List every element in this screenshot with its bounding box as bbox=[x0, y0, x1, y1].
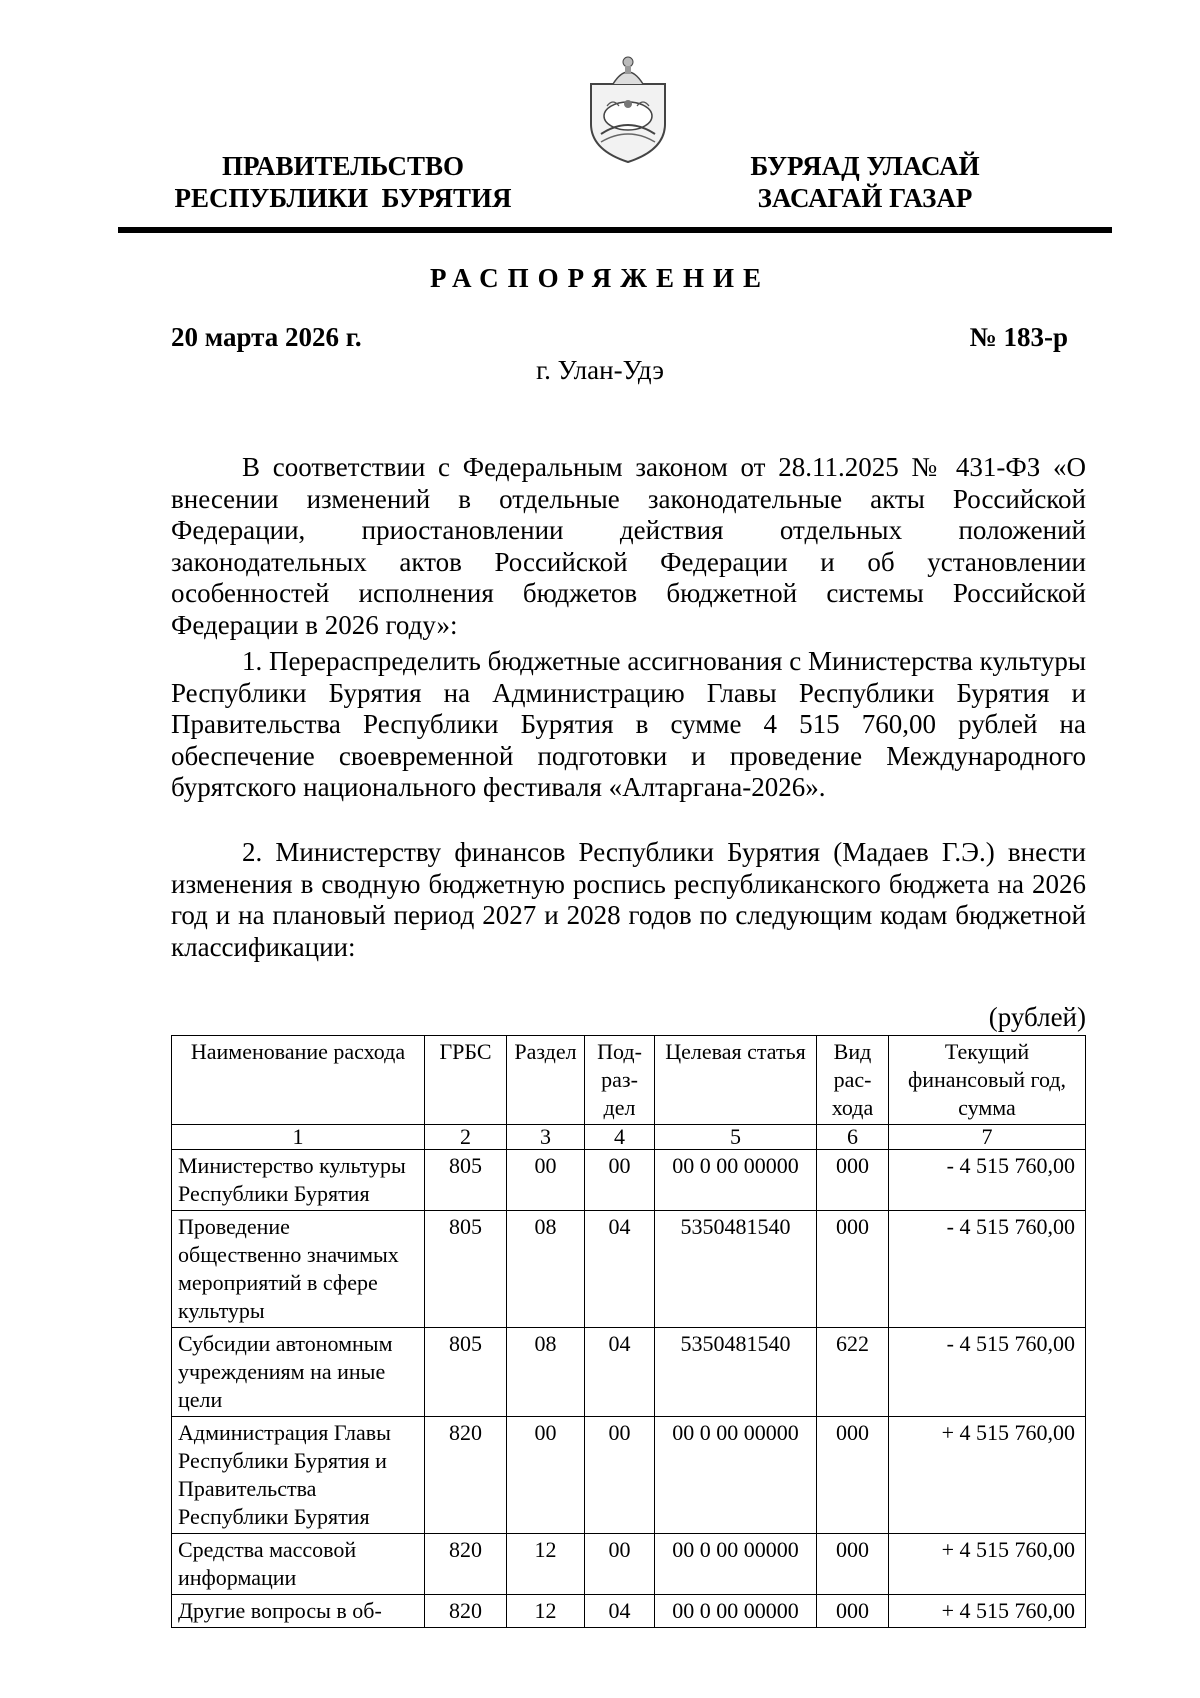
subsection-cell: 04 bbox=[585, 1328, 655, 1417]
subsection-cell: 00 bbox=[585, 1417, 655, 1534]
target-article-cell: 5350481540 bbox=[655, 1211, 817, 1328]
amount-cell: - 4 515 760,00 bbox=[889, 1150, 1086, 1211]
table-row bbox=[172, 1595, 1086, 1628]
table-row bbox=[172, 1417, 1086, 1534]
expense-type-cell: 622 bbox=[817, 1328, 889, 1417]
column-header: Текущий финансовый год, сумма bbox=[889, 1036, 1086, 1125]
expense-name-cell: Субсидии автономным учреждениям на иные цели bbox=[172, 1328, 425, 1417]
column-number: 6 bbox=[817, 1125, 889, 1150]
subsection-cell: 00 bbox=[585, 1534, 655, 1595]
budget-table bbox=[171, 1035, 1086, 1628]
expense-name-cell: Администрация Главы Республики Бурятия и Правительства Республики Бурятия bbox=[172, 1417, 425, 1534]
target-article-cell: 00 0 00 00000 bbox=[655, 1150, 817, 1211]
section-cell: 12 bbox=[507, 1595, 585, 1628]
expense-name-cell: Проведение общественно значимых мероприятий в сфере культуры bbox=[172, 1211, 425, 1328]
amount-cell: + 4 515 760,00 bbox=[889, 1417, 1086, 1534]
target-article-cell: 00 0 00 00000 bbox=[655, 1595, 817, 1628]
column-header: Наименование расхода bbox=[172, 1036, 425, 1125]
section-cell: 08 bbox=[507, 1328, 585, 1417]
expense-type-cell: 000 bbox=[817, 1534, 889, 1595]
grbs-cell: 805 bbox=[425, 1150, 507, 1211]
column-header: Целевая статья bbox=[655, 1036, 817, 1125]
grbs-cell: 805 bbox=[425, 1328, 507, 1417]
expense-type-cell: 000 bbox=[817, 1595, 889, 1628]
item-2-paragraph: 2. Министерству финансов Республики Бурятия (Мадаев Г.Э.) внести изменения в сводную бюджетную роспись республиканского бюджета на 2026 год и на плановый период 2027 и 2028 годов по следующим кодам бюджетной классификации: bbox=[171, 837, 1086, 962]
preamble-paragraph: В соответствии с Федеральным законом от 28.11.2025 № 431-ФЗ «О внесении изменений в отдельные законодательные акты Российской Федерации, приостановлении действия отдельных положений законодательных актов Российской Федерации и об установлении особенностей исполнения бюджетов бюджетной системы Российской Федерации в 2026 году»: bbox=[171, 452, 1086, 640]
column-number: 4 bbox=[585, 1125, 655, 1150]
document-date: 20 марта 2026 г. bbox=[171, 322, 362, 352]
section-cell: 00 bbox=[507, 1150, 585, 1211]
subsection-cell: 00 bbox=[585, 1150, 655, 1211]
header-left-line1: ПРАВИТЕЛЬСТВО bbox=[221, 151, 465, 181]
target-article-cell: 00 0 00 00000 bbox=[655, 1534, 817, 1595]
header-right bbox=[705, 150, 1025, 214]
expense-name-cell: Другие вопросы в об- bbox=[172, 1595, 425, 1628]
target-article-cell: 00 0 00 00000 bbox=[655, 1417, 817, 1534]
document-city: г. Улан-Удэ bbox=[536, 355, 664, 385]
expense-type-cell: 000 bbox=[817, 1417, 889, 1534]
grbs-cell: 805 bbox=[425, 1211, 507, 1328]
section-cell: 00 bbox=[507, 1417, 585, 1534]
section-cell: 08 bbox=[507, 1211, 585, 1328]
subsection-cell: 04 bbox=[585, 1211, 655, 1328]
document-kind-title: РАСПОРЯЖЕНИЕ bbox=[429, 263, 771, 293]
table-unit-label: (рублей) bbox=[988, 1002, 1086, 1032]
amount-cell: - 4 515 760,00 bbox=[889, 1328, 1086, 1417]
column-header: Вид расхода bbox=[817, 1036, 889, 1125]
column-number: 7 bbox=[889, 1125, 1086, 1150]
header-right-line2: ЗАСАГАЙ ГАЗАР bbox=[757, 183, 973, 213]
document-number: № 183-р bbox=[969, 322, 1068, 352]
column-number: 1 bbox=[172, 1125, 425, 1150]
subsection-cell: 04 bbox=[585, 1595, 655, 1628]
column-number: 2 bbox=[425, 1125, 507, 1150]
grbs-cell: 820 bbox=[425, 1534, 507, 1595]
table-row bbox=[172, 1534, 1086, 1595]
column-number: 5 bbox=[655, 1125, 817, 1150]
table-row bbox=[172, 1150, 1086, 1211]
coat-of-arms-emblem-icon bbox=[583, 46, 673, 166]
column-number: 3 bbox=[507, 1125, 585, 1150]
column-header: Раздел bbox=[507, 1036, 585, 1125]
expense-type-cell: 000 bbox=[817, 1150, 889, 1211]
header-divider bbox=[118, 227, 1112, 233]
grbs-cell: 820 bbox=[425, 1595, 507, 1628]
grbs-cell: 820 bbox=[425, 1417, 507, 1534]
header-left bbox=[163, 150, 523, 214]
column-header: ГРБС bbox=[425, 1036, 507, 1125]
column-number-row bbox=[172, 1125, 1086, 1150]
item-1-paragraph: 1. Перераспределить бюджетные ассигнования с Министерства культуры Республики Бурятия на Администрацию Главы Республики Бурятия и Правительства Республики Бурятия в сумме 4 515 760,00 рублей на обеспечение своевременной подготовки и проведение Международного бурятского национального фестиваля «Алтаргана-2026». bbox=[171, 646, 1086, 803]
target-article-cell: 5350481540 bbox=[655, 1328, 817, 1417]
header-left-line2: РЕСПУБЛИКИ БУРЯТИЯ bbox=[174, 183, 512, 213]
column-header: Подраздел bbox=[585, 1036, 655, 1125]
expense-type-cell: 000 bbox=[817, 1211, 889, 1328]
expense-name-cell: Средства массовой информации bbox=[172, 1534, 425, 1595]
expense-name-cell: Министерство культуры Республики Бурятия bbox=[172, 1150, 425, 1211]
section-cell: 12 bbox=[507, 1534, 585, 1595]
table-row bbox=[172, 1328, 1086, 1417]
amount-cell: + 4 515 760,00 bbox=[889, 1595, 1086, 1628]
amount-cell: + 4 515 760,00 bbox=[889, 1534, 1086, 1595]
table-row bbox=[172, 1211, 1086, 1328]
header-right-line1: БУРЯАД УЛАСАЙ bbox=[750, 151, 980, 181]
amount-cell: - 4 515 760,00 bbox=[889, 1211, 1086, 1328]
table-header-row bbox=[172, 1036, 1086, 1125]
